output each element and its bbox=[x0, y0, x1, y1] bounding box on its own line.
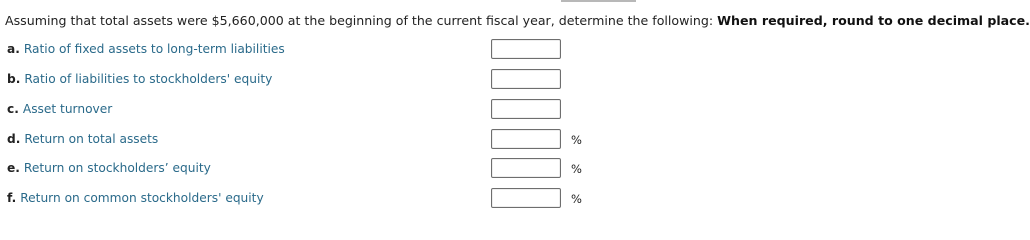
unit-label-e: % bbox=[571, 162, 582, 176]
question-row-c bbox=[0, 99, 995, 123]
question-letter-b: b. bbox=[7, 72, 21, 86]
question-row-f bbox=[0, 188, 995, 212]
question-letter-a: a. bbox=[7, 42, 20, 56]
question-label-b bbox=[7, 72, 272, 86]
question-text-c: Asset turnover bbox=[22, 102, 113, 116]
question-text-b: Ratio of liabilities to stockholders' equity bbox=[24, 72, 273, 86]
question-label-d bbox=[7, 132, 158, 146]
question-row-d bbox=[0, 129, 995, 153]
answer-input-f[interactable] bbox=[491, 188, 561, 208]
question-letter-e: e. bbox=[7, 161, 20, 175]
question-row-a bbox=[0, 39, 995, 63]
instructions bbox=[5, 13, 1030, 28]
instructions-text: Assuming that total assets were $5,660,000 at the beginning of the current fiscal year, determine the following: bbox=[5, 13, 718, 28]
answer-input-a[interactable] bbox=[491, 39, 561, 59]
question-text-e: Return on stockholders’ equity bbox=[23, 161, 211, 175]
question-label-a bbox=[7, 42, 285, 56]
answer-input-e[interactable] bbox=[491, 158, 561, 178]
question-label-e bbox=[7, 161, 211, 175]
question-letter-f: f. bbox=[7, 191, 17, 205]
question-text-d: Return on total assets bbox=[24, 132, 159, 146]
answer-input-b[interactable] bbox=[491, 69, 561, 89]
question-letter-c: c. bbox=[7, 102, 19, 116]
question-row-b bbox=[0, 69, 995, 93]
unit-label-f: % bbox=[571, 192, 582, 206]
answer-input-d[interactable] bbox=[491, 129, 561, 149]
question-text-a: Ratio of fixed assets to long-term liabilities bbox=[23, 42, 285, 56]
question-label-f bbox=[7, 191, 264, 205]
instructions-emphasis: When required, round to one decimal place. bbox=[717, 13, 1030, 28]
answer-input-c[interactable] bbox=[491, 99, 561, 119]
question-label-c bbox=[7, 102, 112, 116]
unit-label-d: % bbox=[571, 133, 582, 147]
top-divider bbox=[561, 0, 636, 2]
question-letter-d: d. bbox=[7, 132, 21, 146]
question-row-e bbox=[0, 158, 995, 182]
question-text-f: Return on common stockholders' equity bbox=[20, 191, 264, 205]
